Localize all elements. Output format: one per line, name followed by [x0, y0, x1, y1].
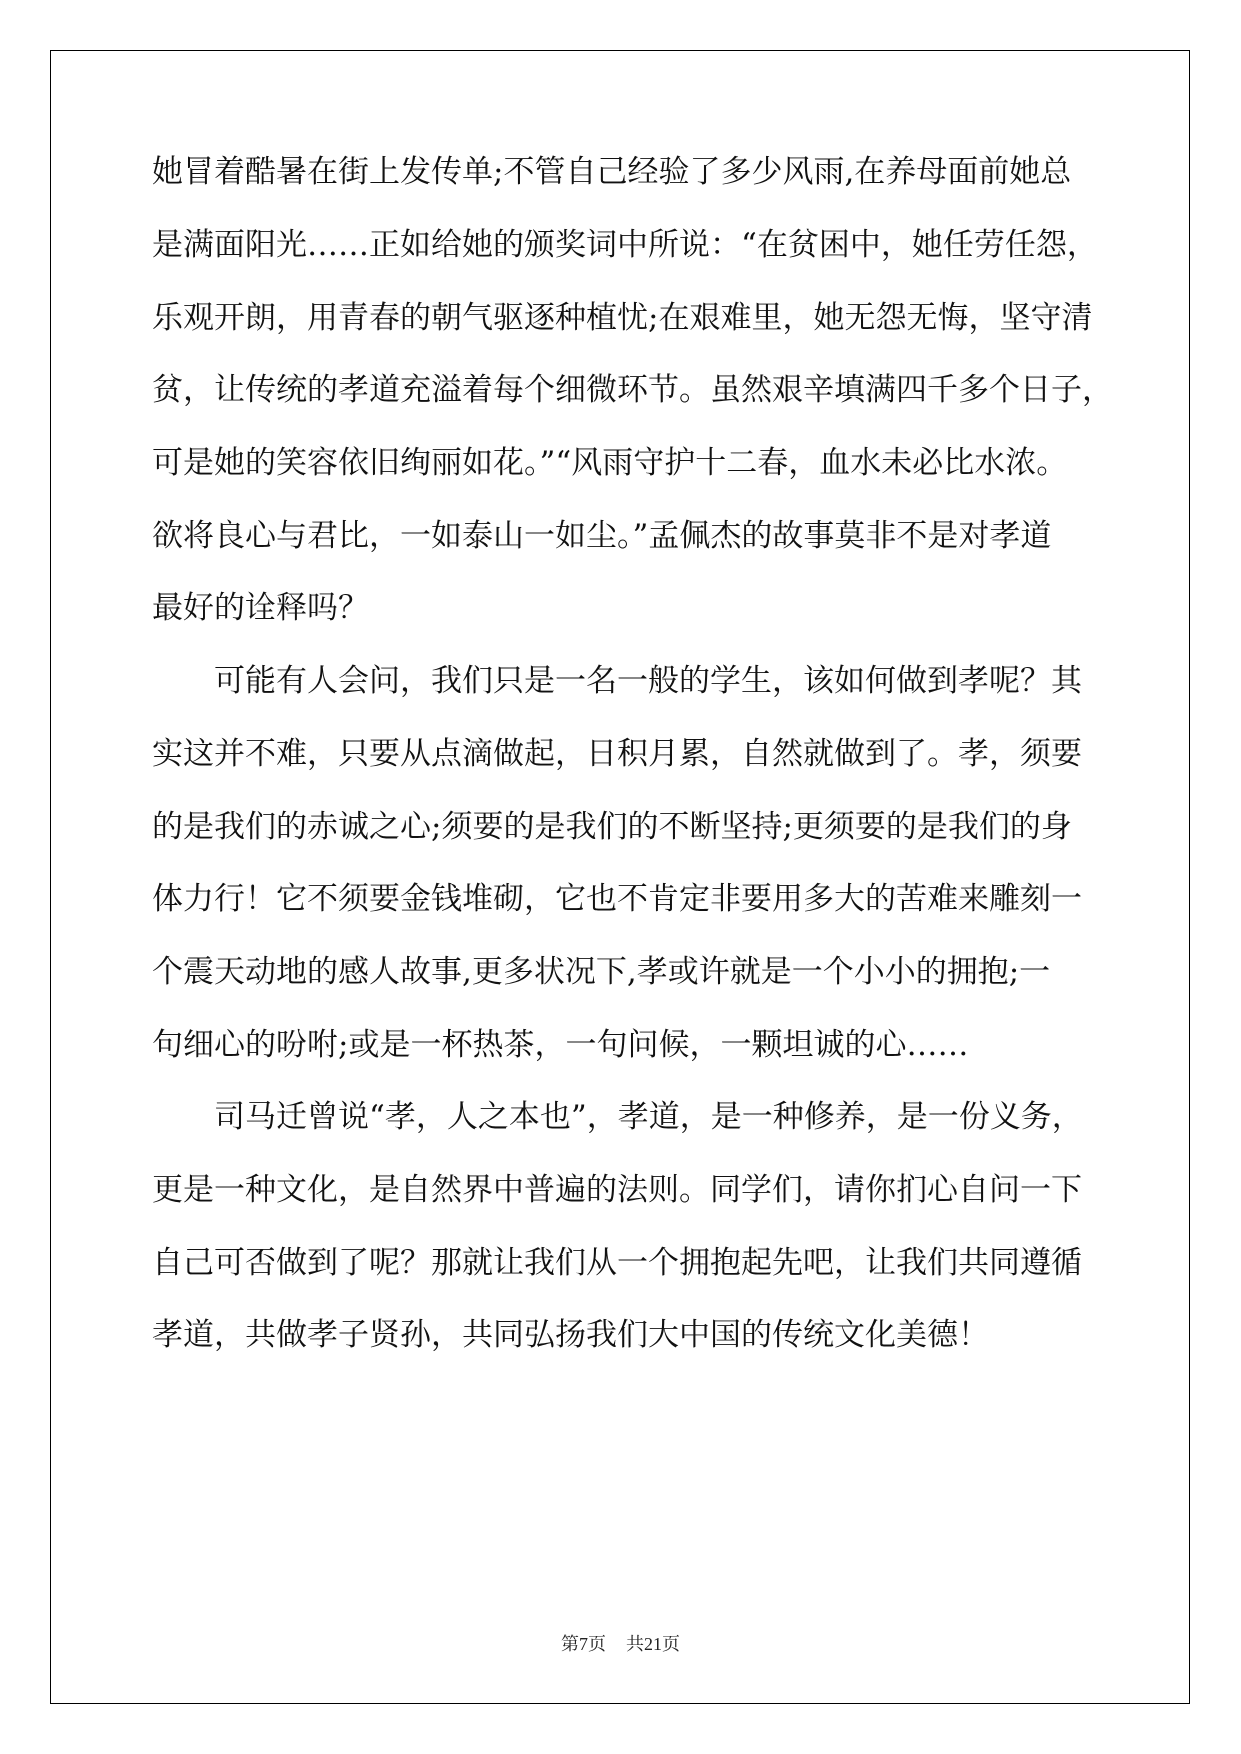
text-line: 的是我们的赤诚之心;须要的是我们的不断坚持;更须要的是我们的身 [152, 809, 1072, 845]
text-line: 更是一种文化，是自然界中普遍的法则。同学们，请你扪心自问一下 [152, 1172, 1082, 1208]
text-line: 个震天动地的感人故事,更多状况下,孝或许就是一个小小的拥抱;一 [152, 954, 1051, 990]
text-line: 可是她的笑容依旧绚丽如花。”“风雨守护十二春，血水未必比水浓。 [152, 445, 1068, 481]
text-line: 是满面阳光……正如给她的颁奖词中所说：“在贫困中，她任劳任怨， [152, 227, 1098, 263]
text-line: 司马迁曾说“孝，人之本也”，孝道，是一种修养，是一份义务， [152, 1099, 1083, 1135]
current-page-number: 第7页 [561, 1634, 606, 1654]
text-line: 最好的诠释吗？ [152, 590, 369, 626]
text-line: 可能有人会问，我们只是一名一般的学生，该如何做到孝呢？其 [152, 663, 1082, 699]
text-line: 贫，让传统的孝道充溢着每个细微环节。虽然艰辛填满四千多个日子， [152, 372, 1113, 408]
text-line: 体力行！它不须要金钱堆砌，它也不肯定非要用多大的苦难来雕刻一 [152, 881, 1082, 917]
page-footer [0, 1630, 1241, 1656]
text-line: 孝道，共做孝子贤孙，共同弘扬我们大中国的传统文化美德！ [152, 1317, 989, 1353]
text-line: 欲将良心与君比，一如泰山一如尘。”孟佩杰的故事莫非不是对孝道 [152, 518, 1052, 554]
text-line: 她冒着酷暑在街上发传单;不管自己经验了多少风雨,在养母面前她总 [152, 154, 1072, 190]
text-line: 乐观开朗，用青春的朝气驱逐种植忧;在艰难里，她无怨无悔，坚守清 [152, 300, 1093, 336]
text-line: 自己可否做到了呢？那就让我们从一个拥抱起先吧，让我们共同遵循 [152, 1245, 1082, 1281]
total-pages: 共21页 [626, 1634, 680, 1654]
text-line: 句细心的吩咐;或是一杯热茶，一句问候，一颗坦诚的心…… [152, 1027, 969, 1063]
text-line: 实这并不难，只要从点滴做起，日积月累，自然就做到了。孝，须要 [152, 736, 1082, 772]
